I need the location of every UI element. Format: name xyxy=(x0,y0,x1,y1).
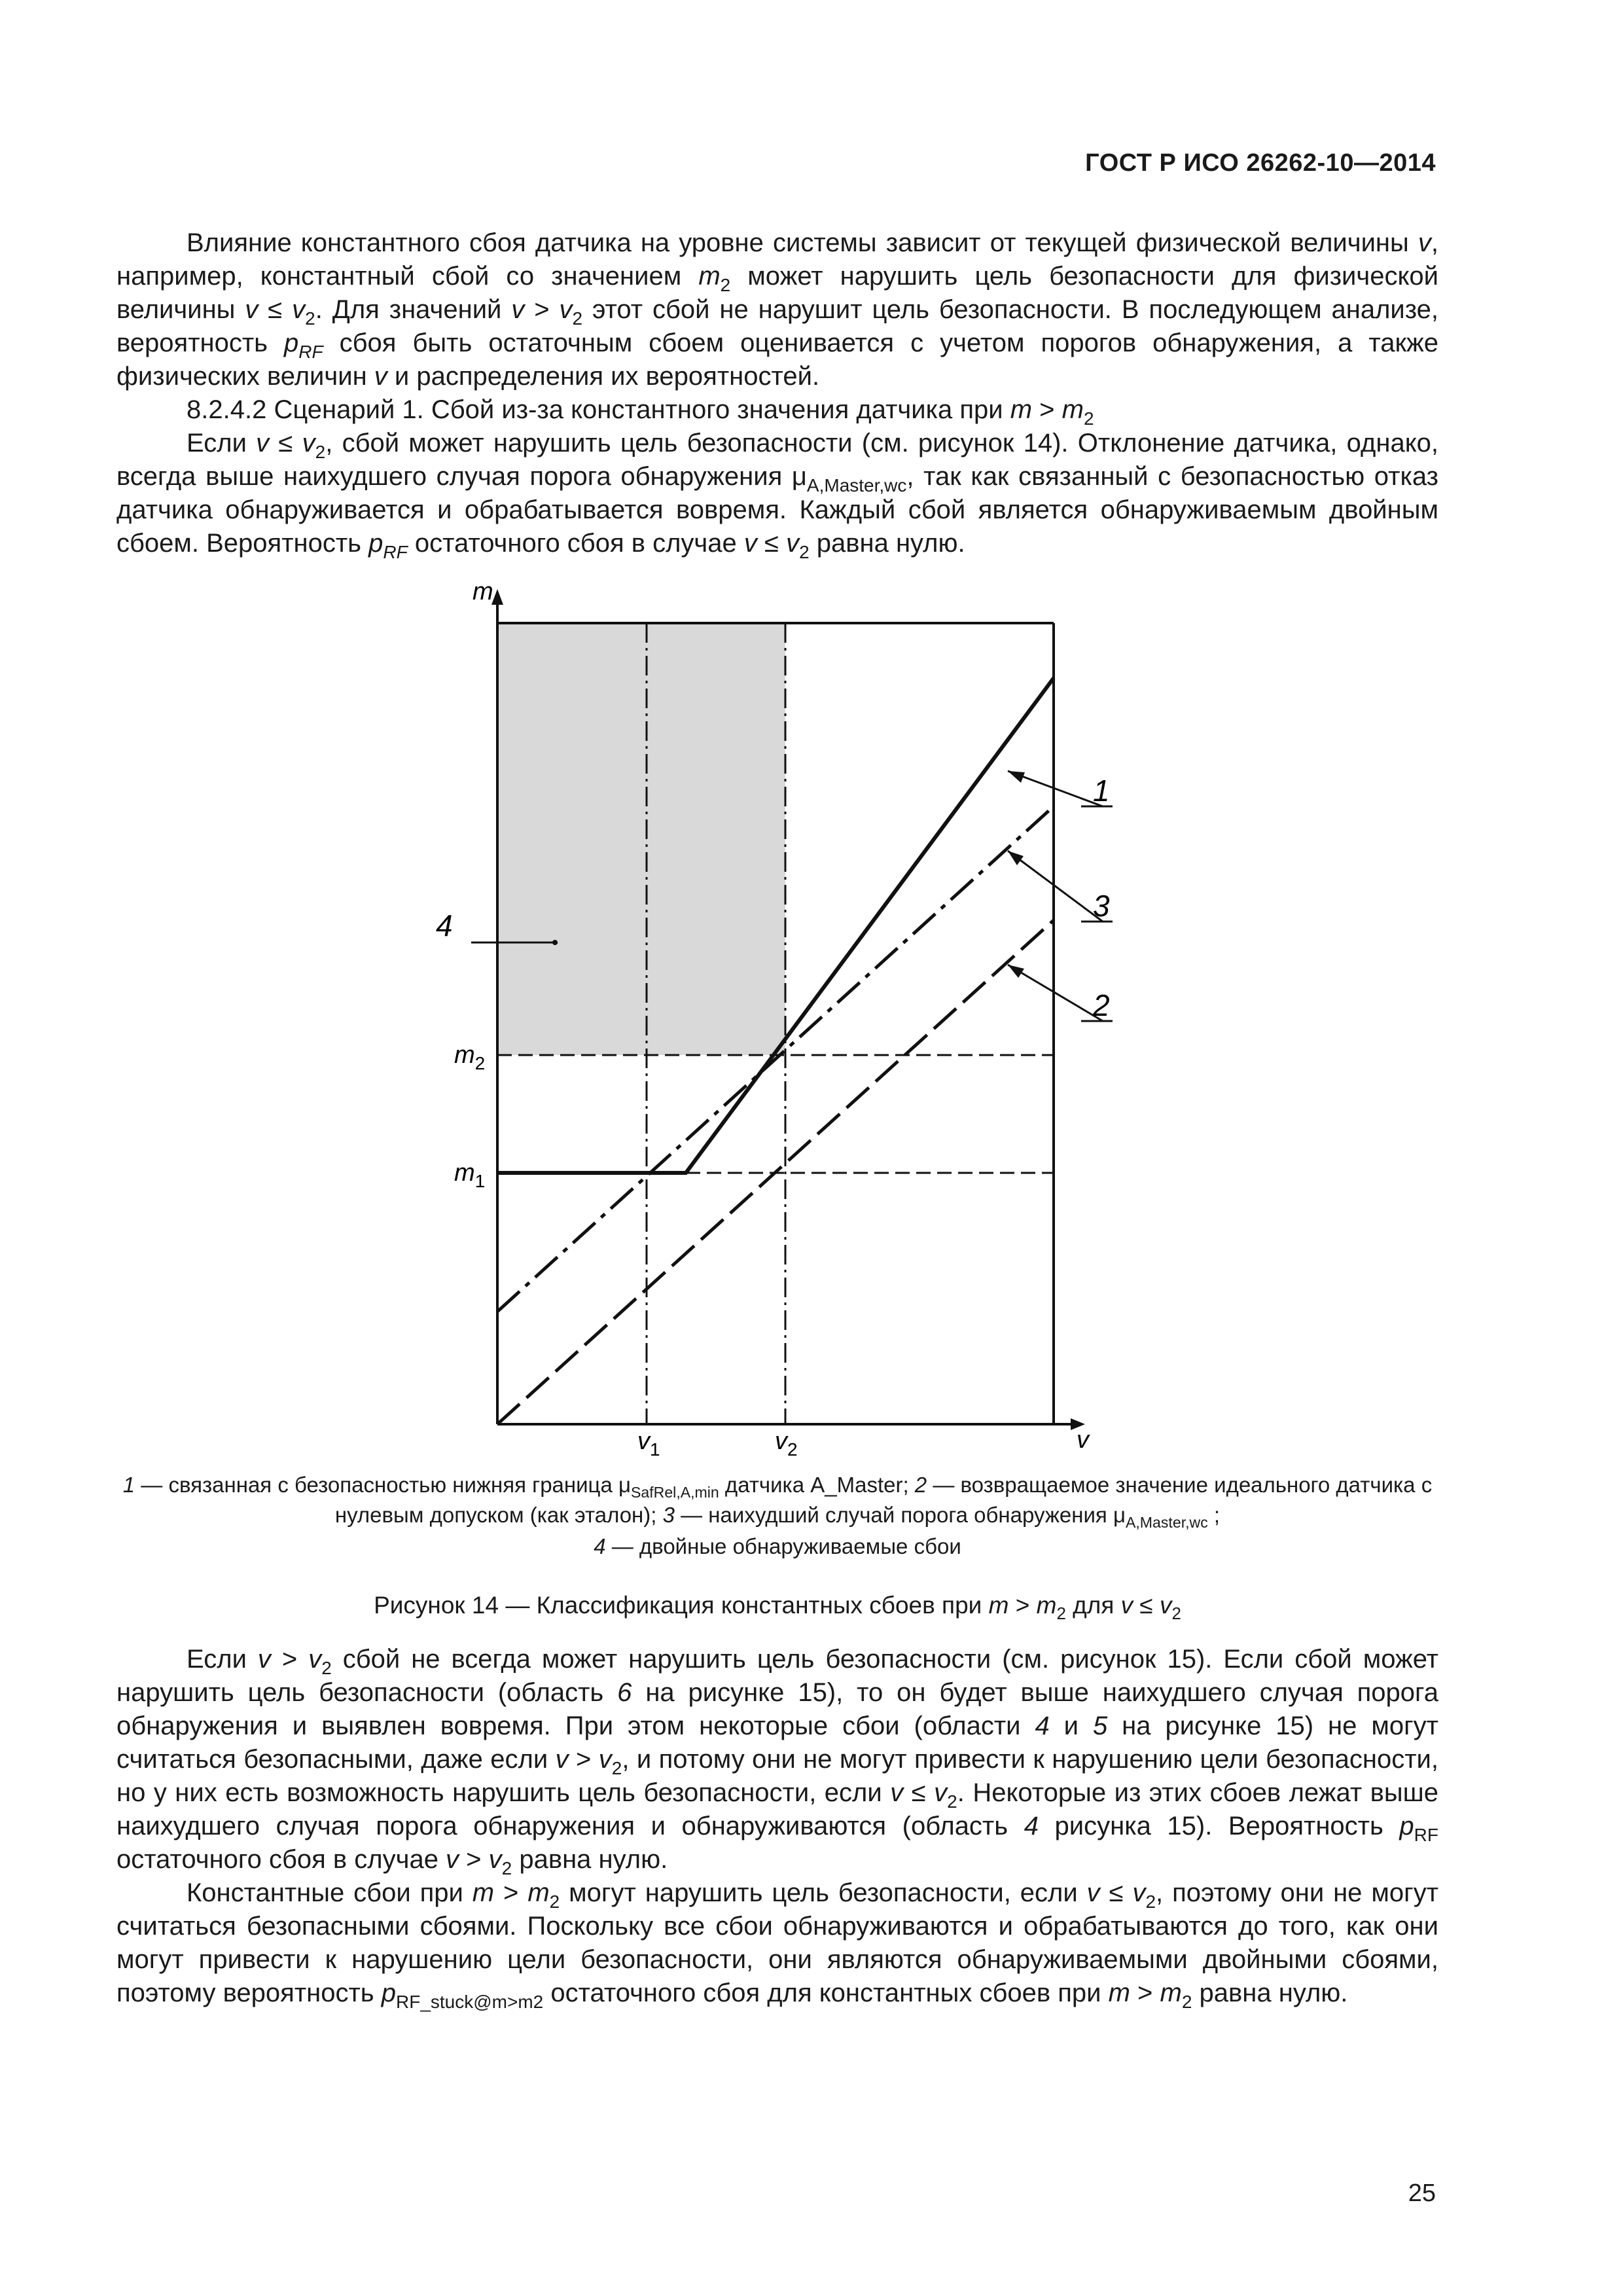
paragraph-4: Если $v > v_2$ сбой не всегда может нарушить цель безопасности (см. рисунок 15). Если сбой может нарушить цель безопасности (область 6 на рисунке 15), то он будет выше наихудшего случая порога обнаружения и выявлен вовремя. При этом некоторые сбои (области 4 и 5 на рисунке 15) не могут считаться безопасными, даже если $v > v_2$, и потому они не могут привести к нарушению цели безопасности, но у них есть возможность нарушить цель безопасности, если $v \le v_2$. Некоторые из этих сбоев лежат выше наихудшего случая порога обнаружения и обнаруживаются (область 4 рисунка 15). Вероятность $p_{RF}$ остаточного сбоя в случае $v > v_2$ равна нулю. xyxy=(116,1645,1438,1878)
tick-label-m2: $m_2$ xyxy=(454,1041,486,1073)
paragraph-3: Если $v \le v_2$, сбой может нарушить цель безопасности (см. рисунок 14). Отклонение датчика, однако, всегда выше наихудшего случая порога обнаружения $\mu_{A,Master,wc}$, так как связанный с безопасностью отказ датчика обнаруживается и обрабатывается вовремя. Каждый сбой является обнаруживаемым двойным сбоем. Вероятность $p_{RF}$ остаточного сбоя в случае $v \le v_2$ равна нулю. xyxy=(116,429,1439,562)
callout-label-2: 2 xyxy=(1093,988,1110,1022)
page-number: 25 xyxy=(1408,2179,1436,2207)
tick-label-m1: $m_1$ xyxy=(454,1159,486,1191)
y-axis-label: m xyxy=(473,578,493,605)
callout-3-arrow-icon xyxy=(1008,851,1024,865)
figure-caption: Рисунок 14 — Классификация константных сбоев при $m > m_2$ для $v \le v_2$ xyxy=(374,1592,1181,1624)
tick-label-v2: $v_2$ xyxy=(775,1427,798,1460)
callout-2-arrow-icon xyxy=(1008,965,1024,978)
figure-14-chart xyxy=(419,576,1126,1460)
y-axis-arrow-icon xyxy=(491,589,503,605)
section-heading-8-2-4-2: 8.2.4.2 Сценарий 1. Сбой из-за константного значения датчика при $m > m_2$ xyxy=(187,395,1094,429)
paragraph-1: Влияние константного сбоя датчика на уровне системы зависит от текущей физической величины v, например, константный сбой со значением $m_2$ может нарушить цель безопасности для физической величины $v \le v_2$. Для значений $v > v_2$ этот сбой не нарушит цель безопасности. В последующем анализе, вероятность $p_{RF}$ сбоя быть остаточным сбоем оценивается с учетом порогов обнаружения, а также физических величин v и распределения их вероятностей. xyxy=(116,228,1439,391)
document-header: ГОСТ Р ИСО 26262-10—2014 xyxy=(1085,149,1436,177)
callout-label-1: 1 xyxy=(1093,774,1110,808)
region-4-double-detected-faults xyxy=(497,623,785,1055)
tick-label-v1: $v_1$ xyxy=(637,1427,660,1460)
callout-4-dot xyxy=(552,940,558,945)
x-axis-label: v xyxy=(1077,1426,1089,1454)
figure-legend-line-1: 1 — связанная с безопасностью нижняя граница $\mu_{SafRel,A,min}$ датчика A_Master; 2 — возвращаемое значение идеального датчика с нулевым допуском (как эталон); 3 — наихудший случай порога обнаружения $\mu_{A,Master,wc}$ ; xyxy=(122,1473,1433,1532)
figure-legend-line-3: 4 — двойные обнаруживаемые сбои xyxy=(594,1534,961,1558)
callout-2-leader xyxy=(1008,965,1103,1021)
callout-label-3: 3 xyxy=(1093,889,1110,923)
callout-1-arrow-icon xyxy=(1008,771,1025,783)
figure-14 xyxy=(419,576,1126,1460)
callout-label-4: 4 xyxy=(436,908,453,942)
paragraph-5: Константные сбои при $m > m_2$ могут нарушить цель безопасности, если $v \le v_2$, поэтому они не могут считаться безопасными сбоями. Поскольку все сбои обнаруживаются и обрабатываются до того, как они могут привести к нарушению цели безопасности, они являются обнаруживаемыми двойными сбоями, поэтому вероятность $p_{RF\_stuck@m>m2}$ остаточного сбоя для константных сбоев при $m > m_2$ равна нулю. xyxy=(116,1878,1439,2012)
callout-3-leader xyxy=(1008,851,1103,922)
